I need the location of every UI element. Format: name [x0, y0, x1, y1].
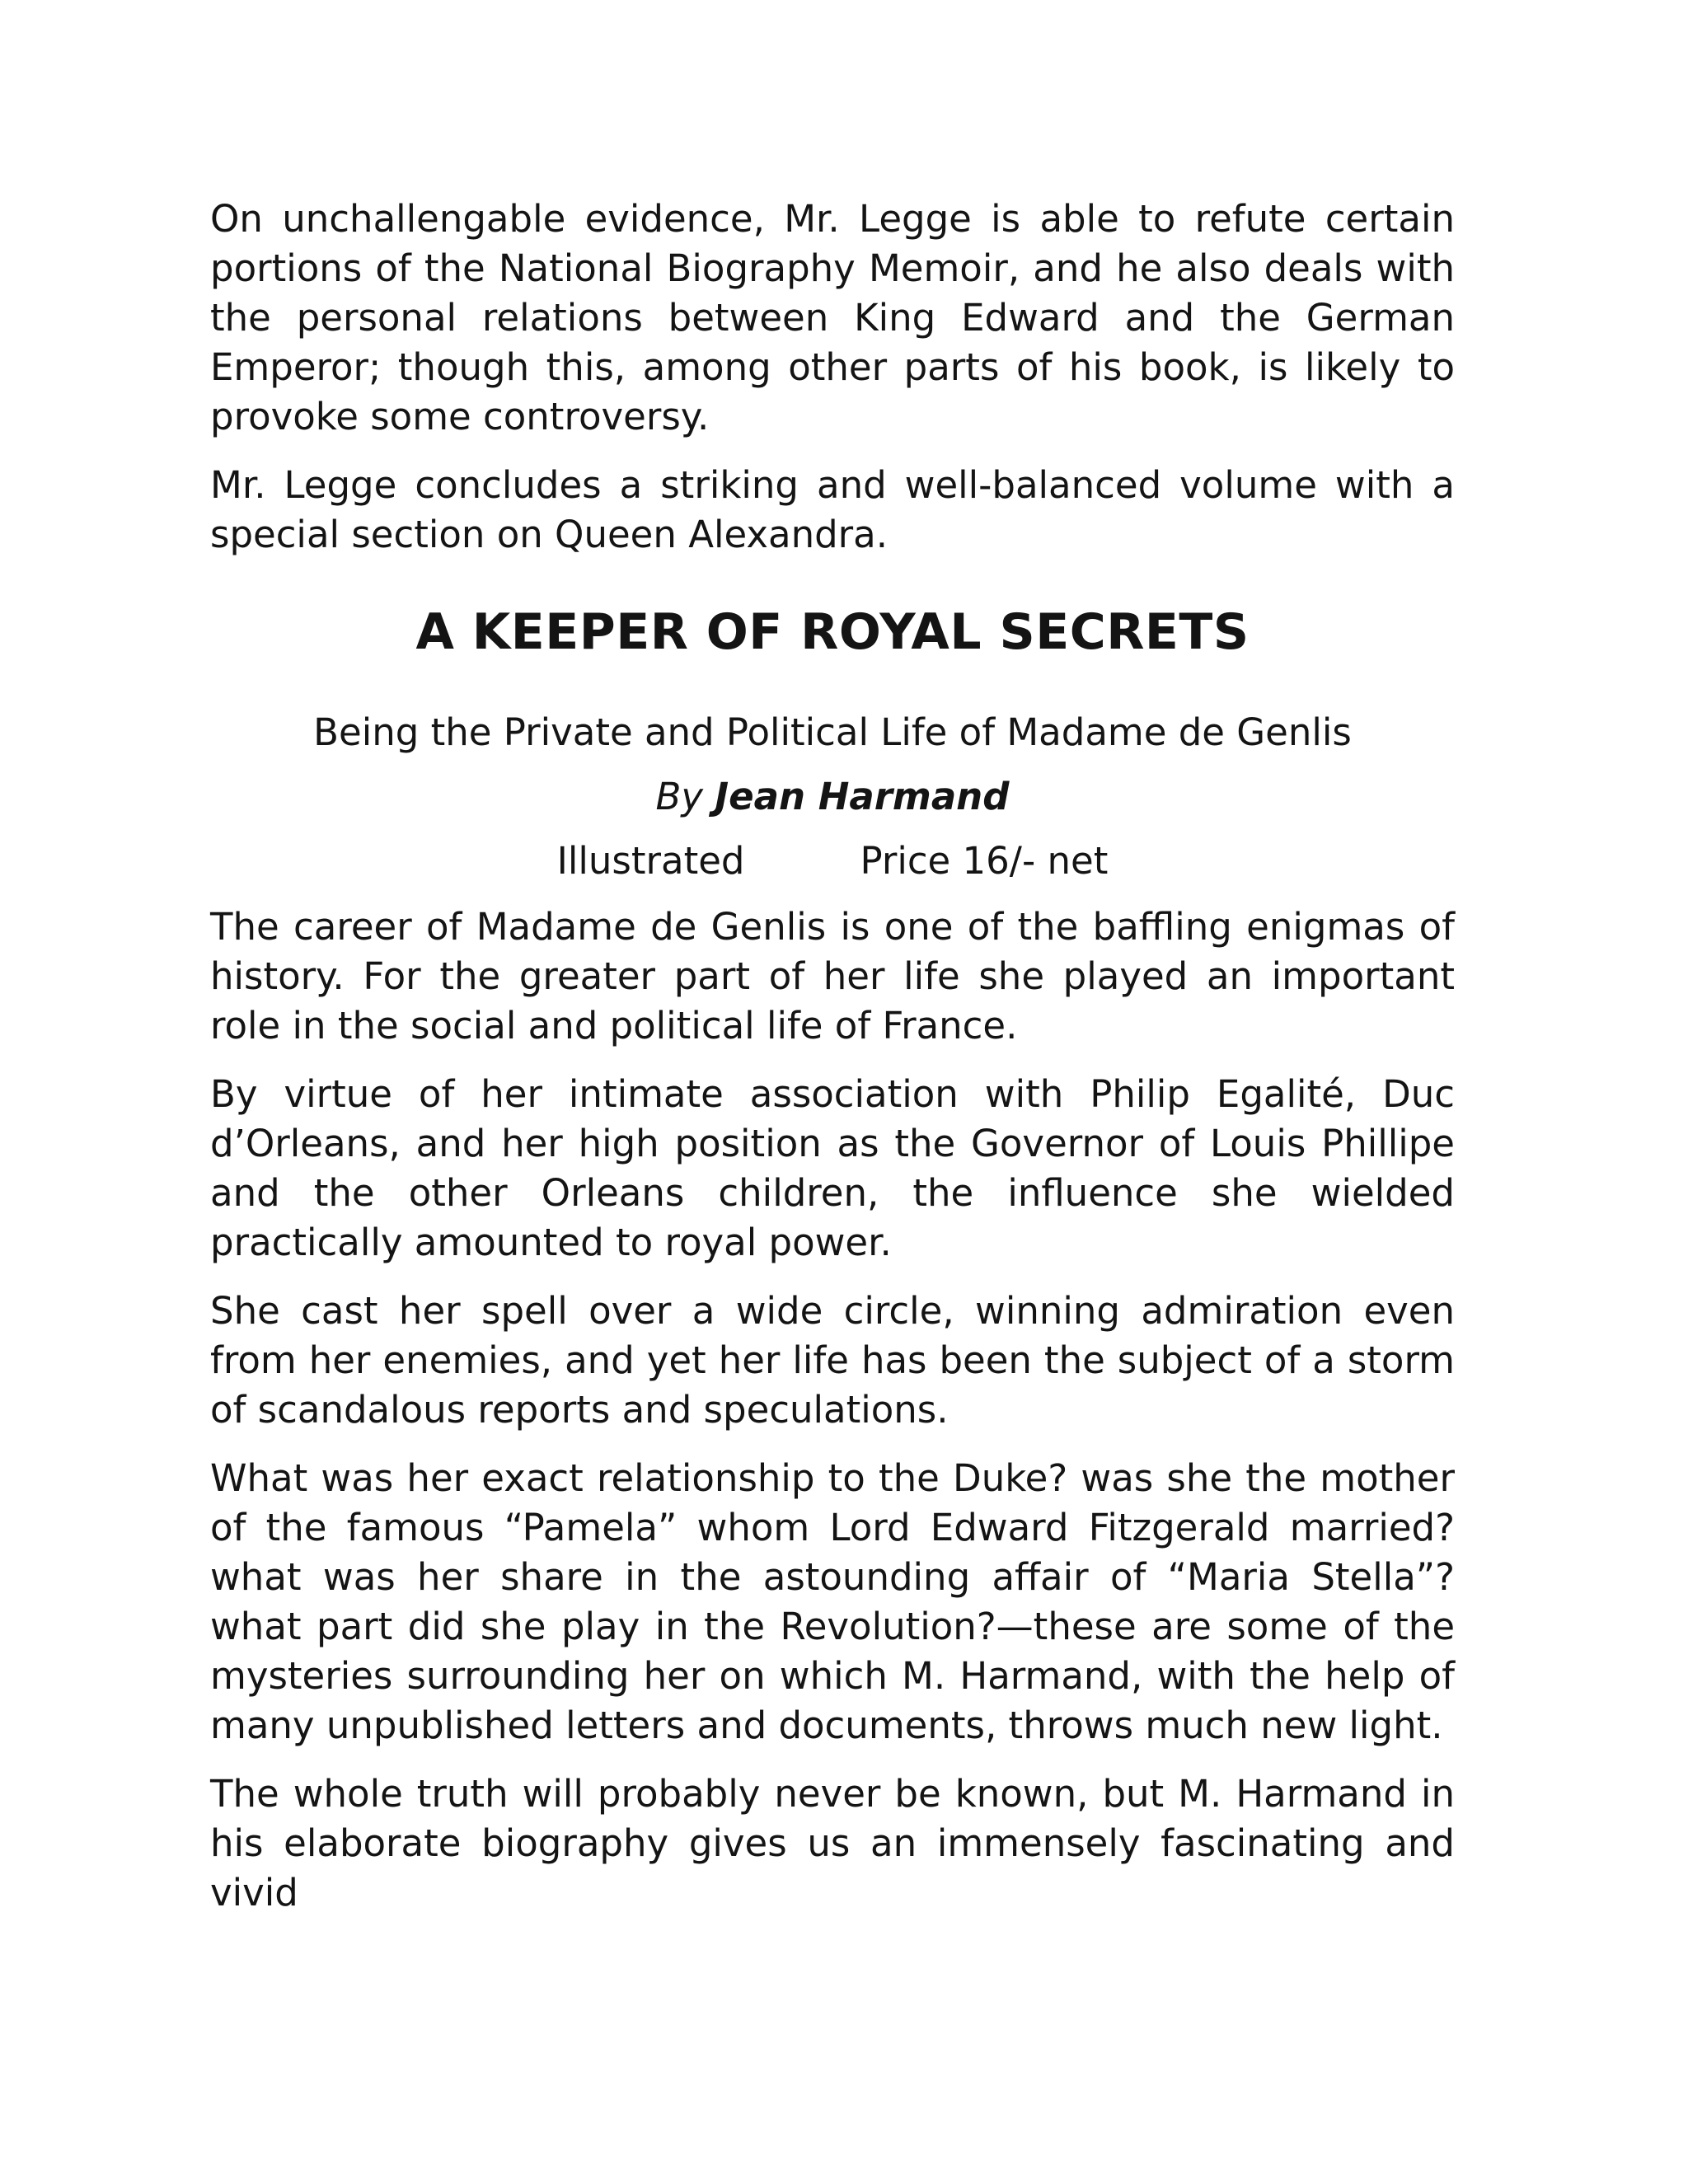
intro-paragraph: On unchallengable evidence, Mr. Legge is able to refute certain portions of the National Biography Memoir, and he also deals with the personal relations between King Edward and the German Emperor; though this, among other parts of his book, is likely to provoke some controversy. [210, 197, 1455, 438]
intro-paragraph: Mr. Legge concludes a striking and well-balanced volume with a special section on Queen Alexandra. [210, 463, 1455, 556]
book-author: Jean Harmand [715, 775, 1010, 818]
body-paragraph: By virtue of her intimate association with Philip Egalité, Duc d’Orleans, and her high position as the Governor of Louis Phillipe and the other Orleans children, the influence she wielded practically amounted to royal power. [210, 1072, 1455, 1264]
book-byline [210, 772, 1455, 822]
book-subtitle: Being the Private and Political Life of Madame de Genlis [313, 710, 1352, 754]
body-paragraph: She cast her spell over a wide circle, winning admiration even from her enemies, and yet her life has been the subject of a storm of scandalous reports and speculations. [210, 1289, 1455, 1432]
illustrated-note: Illustrated [556, 839, 745, 883]
body-paragraph: The whole truth will probably never be known, but M. Harmand in his elaborate biography gives us an immensely fascinating and vivid [210, 1772, 1455, 1915]
book-title: A KEEPER OF ROYAL SECRETS [415, 603, 1250, 661]
body-paragraph: What was her exact relationship to the Duke? was she the mother of the famous “Pamela” whom Lord Edward Fitzgerald married? what was her share in the astounding affair of “Maria Stella”? what part did she play in the Revolution?—these are some of the mysteries surrounding her on which M. Harmand, with the help of many unpublished letters and documents, throws much new light. [210, 1456, 1455, 1747]
document-page [210, 194, 1455, 1937]
body-paragraph: The career of Madame de Genlis is one of the baffling enigmas of history. For the greater part of her life she played an important role in the social and political life of France. [210, 905, 1455, 1047]
book-price: Price 16/- net [860, 839, 1109, 883]
book-meta [210, 837, 1455, 886]
by-word: By [655, 775, 704, 818]
